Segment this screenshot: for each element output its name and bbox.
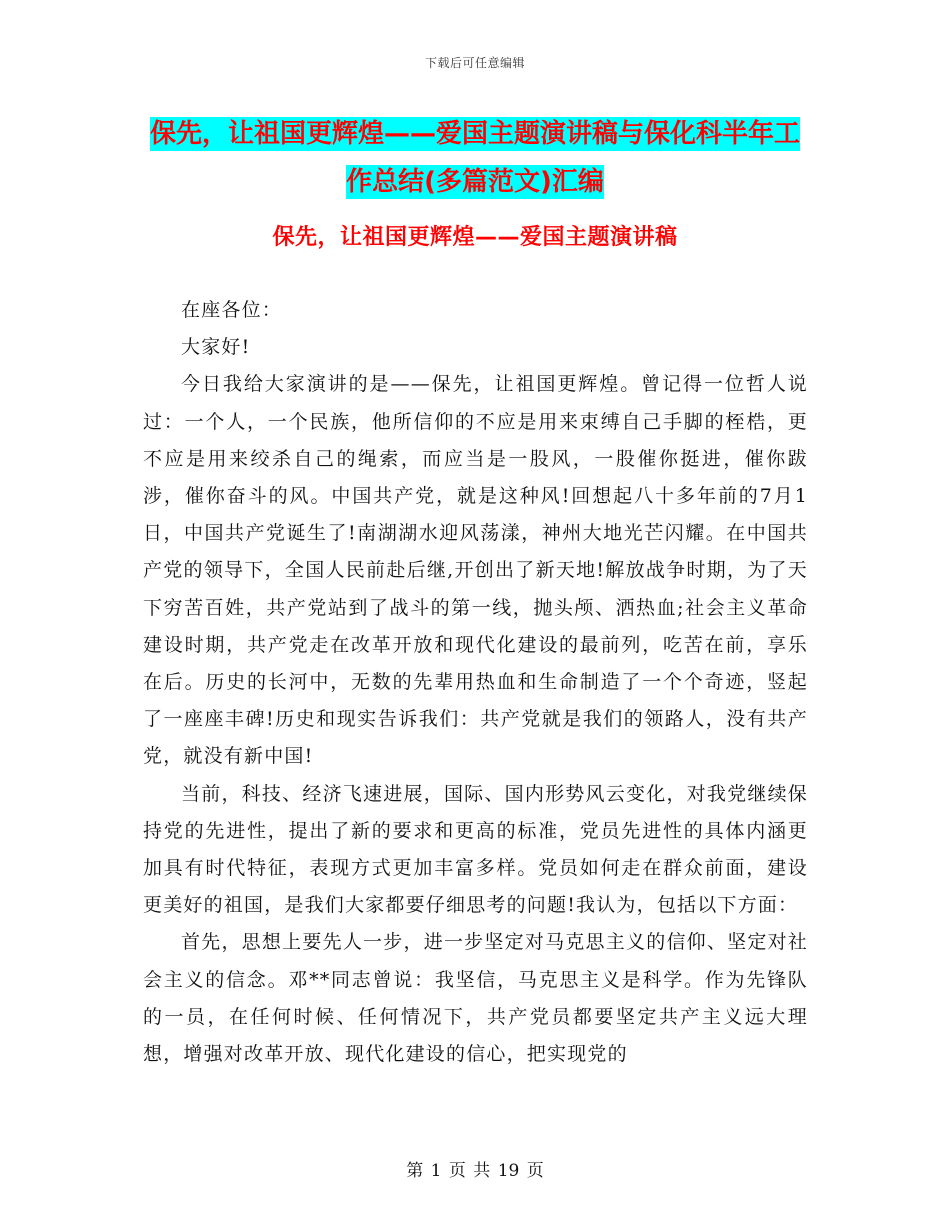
paragraph-hello: 大家好! bbox=[181, 336, 251, 359]
document-title-text: 保先，让祖国更辉煌——爱国主题演讲稿与保化科半年工作总结(多篇范文)汇编 bbox=[150, 119, 801, 197]
page-number: 第 1 页 共 19 页 bbox=[406, 1161, 544, 1181]
paragraph-3: 首先，思想上要先人一步，进一步坚定对马克思主义的信仰、坚定对社会主义的信念。邓**同志曾说：我坚信，马克思主义是科学。作为先锋队的一员，在任何时候、任何情况下，共产党员都要坚定共产主义远大理想，增强对改革开放、现代化建设的信心，把实现党的 bbox=[143, 931, 808, 1066]
paragraph-2: 当前，科技、经济飞速进展，国际、国内形势风云变化，对我党继续保持党的先进性，提出了新的要求和更高的标准，党员先进性的具体内涵更加具有时代特征，表现方式更加丰富多样。党员如何走在群众前面，建设更美好的祖国，是我们大家都要仔细思考的问题!我认为，包括以下方面： bbox=[143, 782, 808, 917]
paragraph-greeting: 在座各位： bbox=[181, 299, 283, 321]
paragraph-1: 今日我给大家演讲的是——保先，让祖国更辉煌。曾记得一位哲人说过：一个人，一个民族，他所信仰的不应是用来束缚自己手脚的桎梏，更不应是用来绞杀自己的绳索，而应当是一股风，一股催你挺进，催你跋涉，催你奋斗的风。中国共产党，就是这种风!回想起八十多年前的7月1日，中国共产党诞生了!南湖湖水迎风荡漾，神州大地光芒闪耀。在中国共产党的领导下，全国人民前赴后继,开创出了新天地!解放战争时期，为了天下穷苦百姓，共产党站到了战斗的第一线，抛头颅、洒热血;社会主义革命建设时期，共产党走在改革开放和现代化建设的最前列，吃苦在前，享乐在后。历史的长河中，无数的先辈用热血和生命制造了一个个奇迹，竖起了一座座丰碑!历史和现实告诉我们：共产党就是我们的领路人，没有共产党，就没有新中国! bbox=[143, 373, 808, 768]
section-title: 保先，让祖国更辉煌——爱国主题演讲稿 bbox=[272, 225, 678, 250]
header-note: 下载后可任意编辑 bbox=[424, 56, 525, 70]
document-body bbox=[143, 292, 808, 1073]
document-title bbox=[150, 110, 800, 206]
